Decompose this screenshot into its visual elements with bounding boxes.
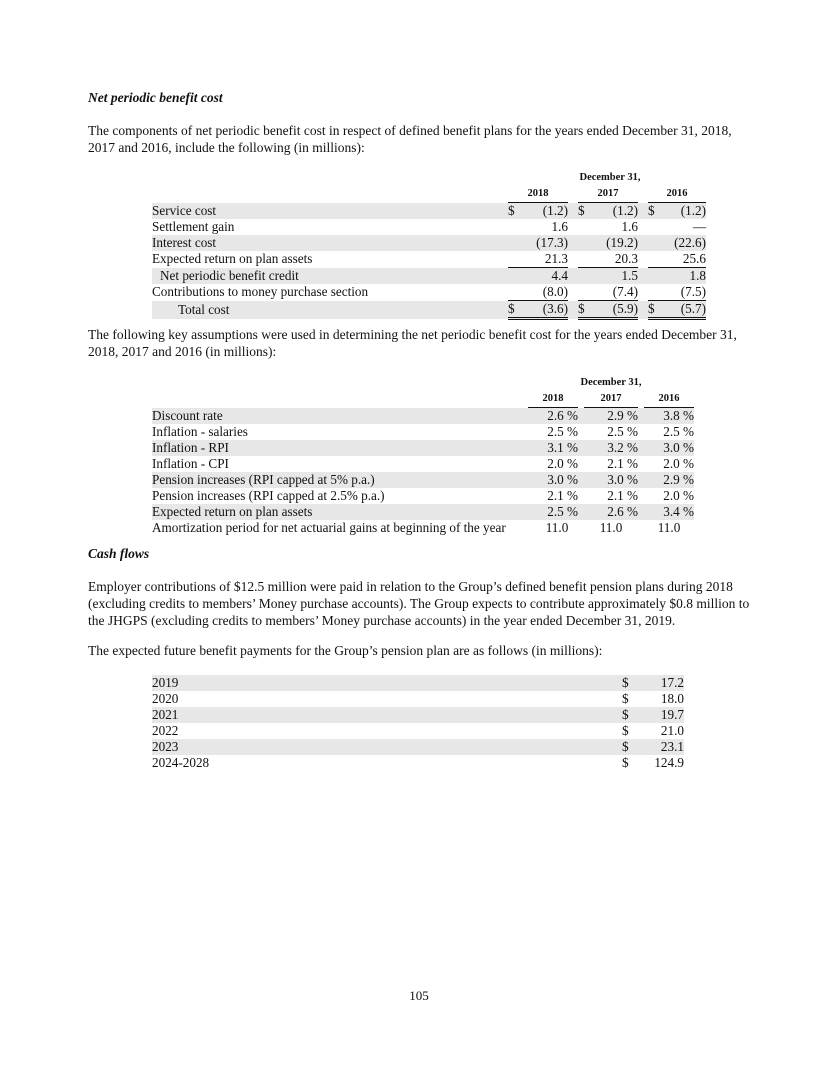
cell-value: 20.3 [594,251,638,268]
section-heading-net-periodic-benefit-cost: Net periodic benefit cost [88,90,223,105]
cell-value: (1.2) [664,203,706,220]
table-row [152,424,694,440]
table-row [152,691,684,707]
cell-value: 2.9 % [584,408,638,425]
cell-value: (1.2) [594,203,638,220]
dollar-sign [578,235,594,251]
cell-value: (5.9) [594,301,638,319]
assumptions-table [152,375,694,536]
cell-value: 11.0 [599,520,623,535]
dollar-sign: $ [508,301,524,319]
cell-value: 2.5 % [663,424,694,439]
row-label: Amortization period for net actuarial gains at beginning of the year [152,520,506,535]
dollar-sign: $ [622,739,636,755]
cell-value: 1.8 [664,268,706,285]
table-row [152,675,684,691]
cell-value: (22.6) [664,235,706,251]
cell-value: 2.0 % [663,488,694,503]
dollar-sign: $ [622,675,636,691]
dollar-sign [578,219,594,235]
table-row [152,268,706,285]
future-payments-intro: The expected future benefit payments for the Group’s pension plan are as follows (in millions): [88,643,603,658]
cell-value: 3.2 % [584,440,638,456]
row-label: Discount rate [152,408,528,425]
cell-value: 3.1 % [528,440,578,456]
cell-value: 2.1 % [607,488,638,503]
cell-value: 4.4 [524,268,568,285]
table-row [152,755,684,771]
row-label: 2024-2028 [152,755,210,770]
row-label: Interest cost [152,235,508,251]
row-label: Service cost [152,203,508,220]
table-row [152,723,684,739]
intro-paragraph-benefit-cost: The components of net periodic benefit cost in respect of defined benefit plans for the years ended December 31, 2018, 2017 and 2016, include the following (in millions): [88,123,732,155]
table-row [152,440,694,456]
dollar-sign [648,219,664,235]
dollar-sign [508,268,524,285]
dollar-sign: $ [622,707,636,723]
dollar-sign [508,235,524,251]
cell-value: 2.1 % [547,488,578,503]
row-label: Net periodic benefit credit [152,268,508,285]
intro-paragraph-assumptions: The following key assumptions were used in determining the net periodic benefit cost for the years ended December 31, 2018, 2017 and 2016 (in millions): [88,327,737,359]
cell-value: (3.6) [524,301,568,319]
cell-value: 3.4 % [644,504,694,520]
year-header: 2016 [644,391,694,408]
period-header: December 31, [579,172,641,183]
table-row-total [152,301,706,319]
cell-value: 23.1 [636,739,684,755]
table-row [152,707,684,723]
row-label: Contributions to money purchase section [152,284,369,300]
year-header: 2016 [648,186,706,203]
row-label: 2023 [152,739,622,755]
period-header: December 31, [580,377,642,388]
cell-value: 2.6 % [584,504,638,520]
year-header: 2018 [508,186,568,203]
dollar-sign [578,284,594,301]
dollar-sign [508,284,524,301]
table-row [152,504,694,520]
cell-value: 18.0 [660,691,684,706]
cell-value: (5.7) [664,301,706,319]
dollar-sign [648,268,664,285]
row-label: Total cost [152,301,508,319]
dollar-sign [648,235,664,251]
cell-value: 2.0 % [547,456,578,471]
cell-value: 2.6 % [528,408,578,425]
row-label: 2020 [152,691,179,706]
table-row [152,408,694,425]
dollar-sign: $ [648,301,664,319]
cell-value: 124.9 [654,755,684,770]
dollar-sign: $ [508,203,524,220]
year-header: 2017 [578,186,638,203]
row-label: Expected return on plan assets [152,251,313,267]
cell-value: (17.3) [524,235,568,251]
dollar-sign: $ [578,301,594,319]
table-row [152,235,706,251]
cell-value: (1.2) [524,203,568,220]
row-label: Inflation - RPI [152,440,528,456]
row-label: Pension increases (RPI capped at 5% p.a.) [152,472,528,488]
cell-value: 2.5 % [547,424,578,439]
row-label: Pension increases (RPI capped at 2.5% p.a.) [152,488,385,503]
dollar-sign: $ [578,203,594,220]
cell-value: 2.5 % [607,424,638,439]
cell-value: (7.5) [664,284,706,301]
dollar-sign [578,251,594,268]
cell-value: — [692,219,706,234]
table-row [152,739,684,755]
cell-value: 3.0 % [528,472,578,488]
cell-value: 2.1 % [607,456,638,471]
dollar-sign: $ [622,723,629,738]
table-row [152,520,694,536]
cell-value: 3.0 % [584,472,638,488]
cell-value: 11.0 [545,520,569,535]
dollar-sign: $ [648,203,664,220]
page-number: 105 [409,988,429,1003]
table-row [152,251,706,268]
cell-value: 3.8 % [644,408,694,425]
dollar-sign: $ [622,691,629,706]
dollar-sign: $ [622,755,629,770]
cell-value: 19.7 [636,707,684,723]
cell-value: 21.0 [660,723,684,738]
dollar-sign [508,219,524,235]
cell-value: (19.2) [594,235,638,251]
dollar-sign [648,251,664,268]
cell-value: 2.9 % [644,472,694,488]
cell-value: 1.6 [551,219,568,234]
cell-value: 25.6 [664,251,706,268]
benefit-cost-table [152,170,706,320]
table-row [152,219,706,235]
row-label: Expected return on plan assets [152,504,528,520]
dollar-sign [578,268,594,285]
cell-value: (8.0) [524,284,568,301]
cell-value: 2.0 % [663,456,694,471]
year-header: 2017 [584,391,638,408]
row-label: Inflation - CPI [152,456,229,471]
cell-value: 1.5 [594,268,638,285]
row-label: Settlement gain [152,219,235,234]
section-heading-cash-flows: Cash flows [88,546,150,561]
year-header: 2018 [528,391,578,408]
cell-value: 21.3 [524,251,568,268]
table-row [152,203,706,220]
row-label: 2022 [152,723,179,738]
cell-value: 2.5 % [528,504,578,520]
table-row [152,284,706,301]
future-payments-table [152,675,684,771]
cell-value: 3.0 % [644,440,694,456]
row-label: 2021 [152,707,622,723]
row-label: 2019 [152,675,622,691]
dollar-sign [648,284,664,301]
cash-flows-paragraph: Employer contributions of $12.5 million were paid in relation to the Group’s defined benefit pension plans during 2018 (excluding credits to members’ Money purchase accounts). The Group expects to contribute approximately $0.8 million to the JHGPS (excluding credits to members’ Money purchase accounts) in the year ended December 31, 2019. [88,579,750,628]
row-label: Inflation - salaries [152,424,248,439]
cell-value: 11.0 [657,520,681,535]
cell-value: 1.6 [621,219,638,234]
cell-value: 17.2 [636,675,684,691]
dollar-sign [508,251,524,268]
cell-value: (7.4) [594,284,638,301]
table-row [152,456,694,472]
table-row [152,488,694,504]
table-row [152,472,694,488]
